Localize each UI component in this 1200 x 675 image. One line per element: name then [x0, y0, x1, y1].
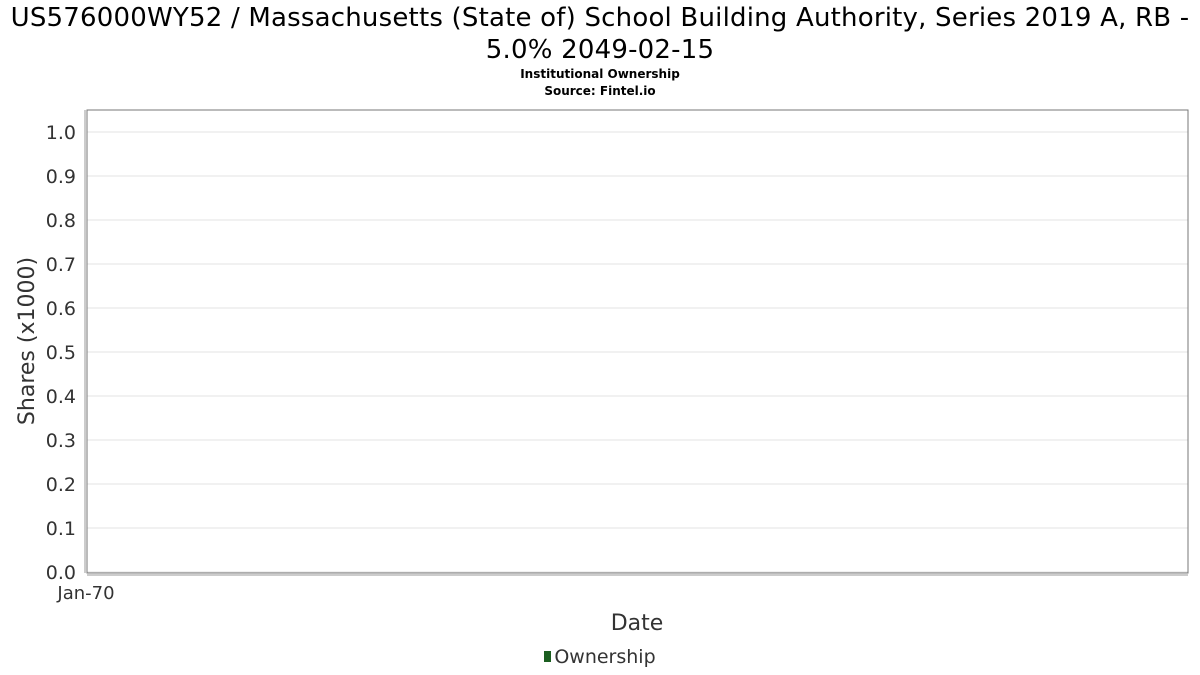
y-tick-label: 0.2 [45, 474, 76, 496]
legend [0, 646, 1200, 668]
y-tick-label: 0.0 [45, 562, 76, 584]
plot-frame [87, 110, 1188, 573]
y-tick-label: 0.4 [45, 386, 76, 408]
y-tick-label: 0.1 [45, 518, 76, 540]
grid-lines [87, 132, 1188, 572]
x-tick-labels [56, 583, 114, 604]
y-tick-label: 0.6 [45, 298, 76, 320]
y-tick-label: 0.5 [45, 342, 76, 364]
y-tick-label: 1.0 [45, 122, 76, 144]
legend-swatch-ownership [544, 651, 551, 662]
x-axis-label: Date [610, 611, 664, 636]
y-tick-labels [46, 122, 76, 584]
chart-title: US576000WY52 / Massachusetts (State of) School Building Authority, Series 2019 A, RB - 5.0% 2049-02-15 [10, 3, 1190, 65]
y-tick-label: 0.8 [45, 210, 76, 232]
chart-subtitle-source: Source: Fintel.io [544, 84, 656, 98]
y-tick-label: 0.9 [45, 166, 76, 188]
x-tick-label: Jan-70 [57, 583, 115, 604]
y-tick-label: 0.7 [45, 254, 76, 276]
legend-label-ownership: Ownership [554, 646, 656, 668]
y-tick-label: 0.3 [45, 430, 76, 452]
y-axis-label: Shares (x1000) [15, 256, 40, 426]
chart-subtitle-ownership: Institutional Ownership [520, 67, 680, 81]
